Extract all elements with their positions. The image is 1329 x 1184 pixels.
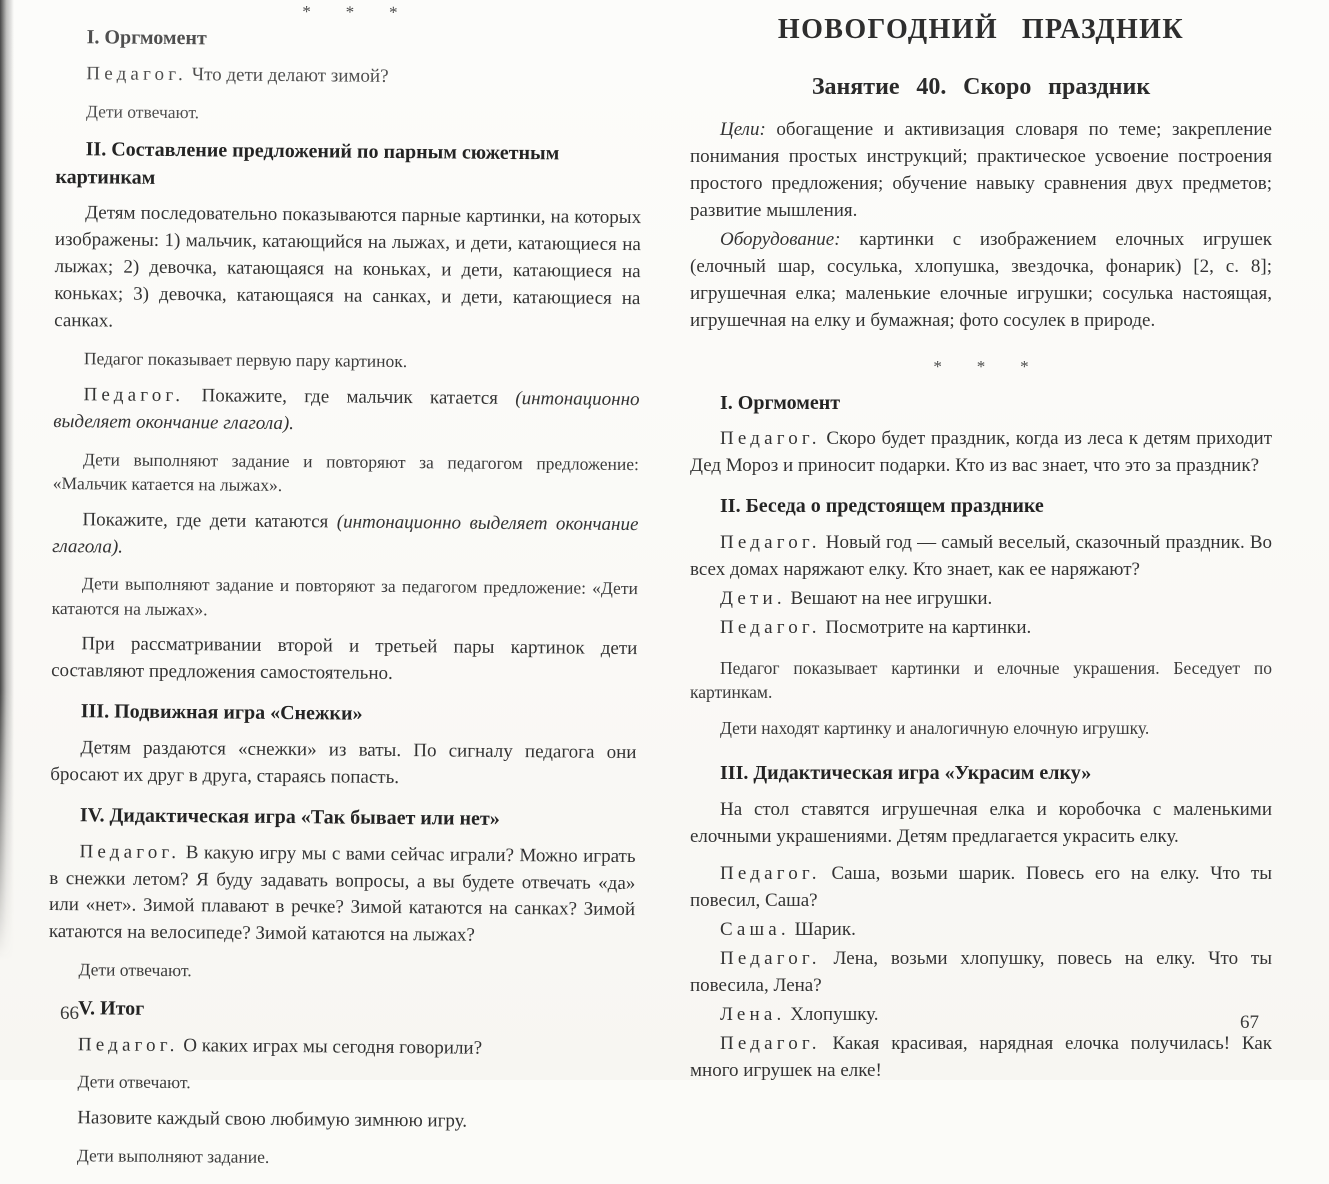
dialogue-text: О каких играх мы сегодня говорили? — [183, 1034, 483, 1059]
dialogue-line — [690, 917, 1272, 944]
dialogue-text: Новый год — самый веселый, сказочный праздник. Во всех домах наряжают елку. Кто знает, как ее наряжают? — [690, 531, 1272, 580]
dialogue-line — [690, 530, 1272, 584]
stage-direction: Дети выполняют задание. — [76, 1145, 270, 1167]
dialogue-text: Лена, возьми хлопушку, повесь на елку. Что ты повесила, Лена? — [690, 947, 1273, 996]
stage-direction: Педагог показывает первую пару картинок. — [83, 348, 408, 372]
dialogue-text: Покажите, где мальчик катается — [201, 384, 499, 409]
speaker-name: Педагог. — [83, 383, 185, 406]
speaker-name: Дети. — [720, 587, 786, 609]
speaker-name: Педагог. — [720, 947, 821, 969]
equipment-label: Оборудование: — [720, 228, 841, 250]
equipment-text: картинки с изображением елочных игрушек (елочный шар, сосулька, хлопушка, звездочка, фонарик) [2, с. 8]; игрушечная елка; маленькие елочные игрушки; сосулька настоящая, игрушечная на елку и бумажная; фото сосулек в природе. — [690, 228, 1273, 331]
goals-label: Цели: — [720, 119, 766, 140]
speaker-name: Саша. — [720, 918, 790, 940]
dialogue-line — [690, 1031, 1272, 1085]
dialogue-text: Хлопушку. — [790, 1003, 879, 1025]
equipment-paragraph — [690, 227, 1272, 335]
left-page — [47, 0, 643, 1184]
dialogue-text: Скоро будет праздник, когда из леса к детям приходит Дед Мороз и приносит подарки. Кто из вас знает, что это за праздник? — [690, 428, 1273, 477]
lesson-title: Занятие 40. Скоро праздник — [811, 74, 1151, 100]
dialogue-line — [690, 1002, 1272, 1029]
speaker-name: Педагог. — [79, 840, 181, 863]
paragraph: На стол ставятся игрушечная елка и коробочка с маленькими елочными украшениями. Детям предлагается украсить елку. — [690, 798, 1272, 847]
speaker-name: Педагог. — [720, 862, 821, 884]
speaker-name: Педагог. — [720, 1032, 821, 1054]
section-divider-stars: * * * — [933, 356, 1044, 376]
goals-paragraph — [690, 117, 1272, 225]
speaker-name: Педагог. — [720, 531, 821, 553]
section-heading-game-decorate: III. Дидактическая игра «Украсим елку» — [720, 762, 1092, 785]
dialogue-text: Вешают на нее игрушки. — [790, 587, 993, 609]
page-number: 66 — [60, 1003, 79, 1024]
chapter-title: НОВОГОДНИЙ ПРАЗДНИК — [777, 14, 1185, 45]
stage-direction: Дети выполняют задание и повторяют за педагогом предложение: «Дети катаются на лыжах». — [51, 573, 638, 620]
goals-text: обогащение и активизация словаря по теме; закрепление понимания простых инструкций; практическое усвоение построения простого предложения; обучение навыку сравнения двух предметов; развитие мышления. — [690, 119, 1272, 221]
stage-direction: Дети выполняют задание и повторяют за педагогом предложение: «Мальчик катается на лыжах». — [52, 448, 640, 496]
section-heading-sentences: II. Составление предложений по парным сюжетным картинкам — [55, 138, 560, 189]
dialogue-text: В какую игру мы с вами сейчас играли? Можно играть в снежки летом? Я буду задавать вопросы, а вы будете отвечать «да» или «нет». Зимой плавают в речке? Зимой катаются на санках? Зимой катаются на велосипеде? Зимой катаются на лыжах? — [48, 841, 636, 947]
section-divider-stars: * * * — [302, 2, 413, 23]
dialogue-line — [53, 382, 639, 441]
scan-edge-shadow — [0, 0, 14, 960]
section-heading-game-yes-no: IV. Дидактическая игра «Так бывает или нет» — [79, 804, 500, 830]
dialogue-line — [690, 586, 1272, 613]
dialogue-line — [52, 507, 638, 566]
dialogue-remark: (интонационно выделяет окончание глагола). — [52, 510, 639, 558]
dialogue-line — [690, 946, 1272, 1000]
dialogue-line — [56, 61, 642, 93]
paragraph: При рассматривании второй и третьей пары картинок дети составляют предложения самостоятельно. — [51, 633, 638, 685]
paragraph: Детям раздаются «снежки» из ваты. По сигналу педагога они бросают их друг в друга, стараясь попасть. — [50, 737, 637, 788]
dialogue-text: Что дети делают зимой? — [191, 63, 389, 87]
paragraph: Назовите каждый свою любимую зимнюю игру. — [77, 1107, 468, 1132]
section-heading-game-snowballs: III. Подвижная игра «Снежки» — [80, 700, 363, 726]
section-heading-summary: V. Итог — [78, 997, 145, 1020]
stage-direction: Педагог показывает картинки и елочные украшения. Беседует по картинкам. — [690, 657, 1272, 703]
dialogue-text: Саша, возьми шарик. Повесь его на елку. Что ты повесил, Саша? — [690, 862, 1273, 911]
speaker-name: Педагог. — [77, 1033, 179, 1056]
speaker-name: Лена. — [720, 1003, 786, 1025]
speaker-name: Педагог. — [720, 616, 821, 638]
section-heading-talk: II. Беседа о предстоящем празднике — [720, 495, 1044, 518]
speaker-name: Педагог. — [720, 428, 821, 450]
dialogue-line — [690, 861, 1272, 915]
stage-direction: Дети отвечают. — [77, 1071, 191, 1093]
paragraph: Детям последовательно показываются парные картинки, на которых изображены: 1) мальчик, катающийся на лыжах, и дети, катающиеся на лыжах; 2) девочка, катающаяся на коньках, и дети, катающиеся на коньках; 3) девочка, катающаяся на санках, и дети, катающиеся на санках. — [54, 202, 642, 332]
section-heading-orgmoment: I. Оргмомент — [86, 26, 207, 50]
dialogue-remark: (интонационно выделяет окончание глагола). — [53, 387, 640, 434]
dialogue-text: Покажите, где дети катаются — [82, 508, 329, 532]
section-heading-orgmoment: I. Оргмомент — [720, 391, 841, 414]
dialogue-line — [49, 838, 636, 951]
stage-direction: Дети отвечают. — [85, 100, 200, 122]
speaker-name: Педагог. — [86, 62, 188, 85]
right-page — [690, 0, 1272, 1087]
page-number: 67 — [1240, 1012, 1259, 1033]
dialogue-line — [690, 615, 1272, 642]
dialogue-line — [48, 1031, 634, 1063]
stage-direction: Дети находят картинку и аналогичную елочную игрушку. — [720, 717, 1150, 738]
dialogue-text: Шарик. — [794, 918, 856, 940]
stage-direction: Дети отвечают. — [78, 959, 192, 981]
dialogue-text: Посмотрите на картинки. — [825, 616, 1032, 638]
dialogue-line — [690, 426, 1272, 480]
dialogue-text: Какая красивая, нарядная елочка получилась! Как много игрушек на елке! — [690, 1032, 1272, 1081]
